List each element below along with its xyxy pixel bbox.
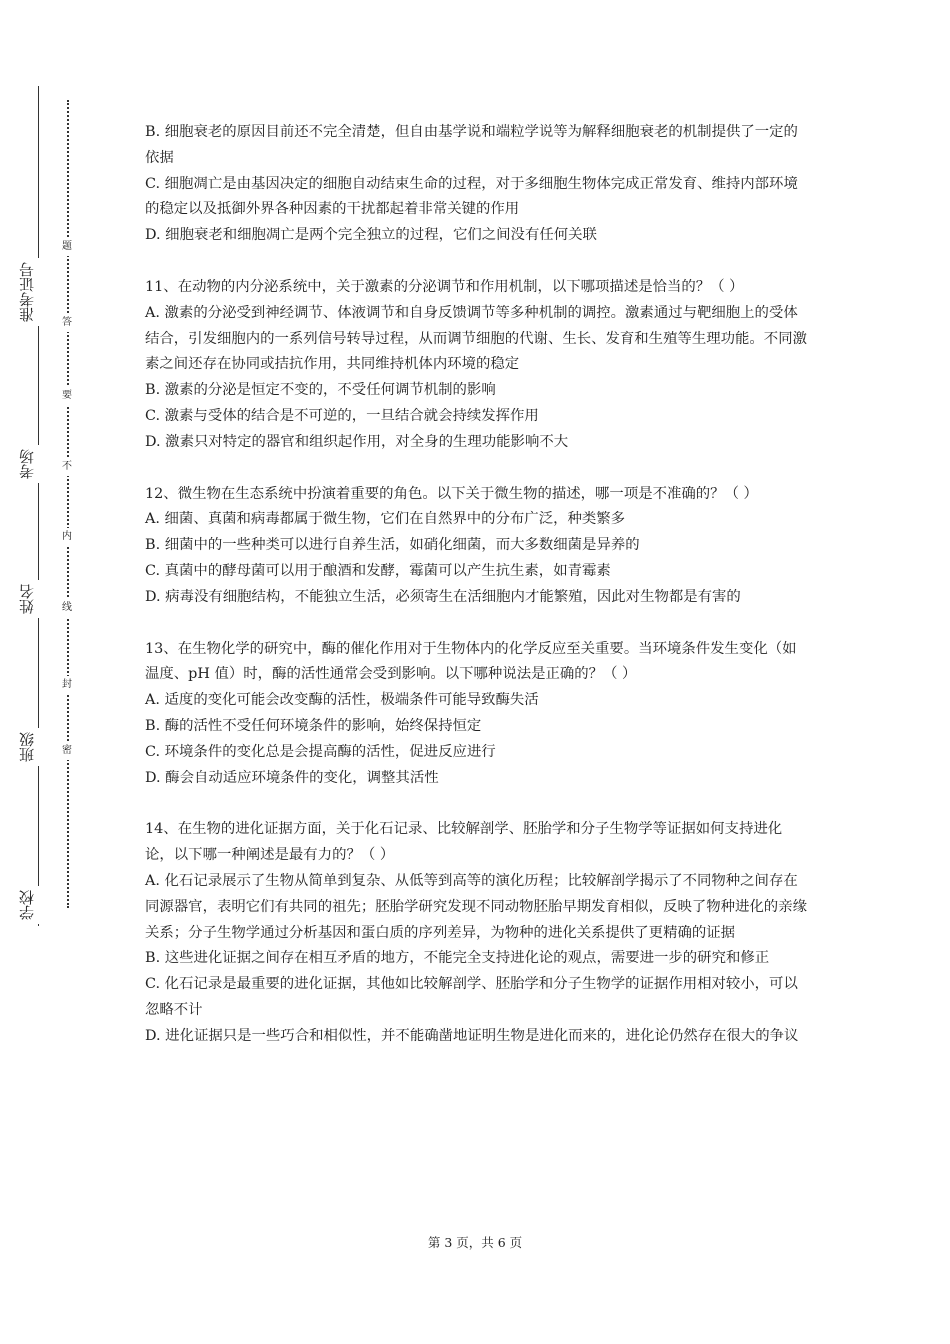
seal-char: 题 <box>57 238 77 256</box>
option-a: A. 化石记录展示了生物从简单到复杂、从低等到高等的演化历程；比较解剖学揭示了不同物种之间存在同源器官，表明它们有共同的祖先；胚胎学研究发现不同动物胚胎早期发育相似，反映了物种进化的亲缘关系；分子生物学通过分析基因和蛋白质的序列差异，为物种的进化关系提供了更精确的证据 <box>145 872 807 941</box>
exam-content <box>145 120 810 1050</box>
class-label: 班级 <box>18 728 58 766</box>
binding-solid-line <box>38 86 39 926</box>
question-10-continued <box>145 120 810 249</box>
exam-room-label: 考场 <box>18 445 58 483</box>
option-d: D. 病毒没有细胞结构，不能独立生活，必须寄生在活细胞内才能繁殖，因此对生物都是有害的 <box>145 588 741 605</box>
seal-char: 要 <box>57 387 77 405</box>
option-d: D. 进化证据只是一些巧合和相似性，并不能确凿地证明生物是进化而来的，进化论仍然存在很大的争议 <box>145 1027 799 1044</box>
seal-dotted-line <box>67 100 69 908</box>
option-b: B. 细菌中的一些种类可以进行自养生活，如硝化细菌，而大多数细菌是异养的 <box>145 537 640 554</box>
question-stem: 14、在生物的进化证据方面，关于化石记录、比较解剖学、胚胎学和分子生物学等证据如何支持进化论，以下哪一种阐述是最有力的？（ ） <box>145 821 783 864</box>
option-d: D. 酶会自动适应环境条件的变化，调整其活性 <box>145 769 439 786</box>
seal-char: 答 <box>57 314 77 332</box>
seal-char: 内 <box>57 528 77 546</box>
school-label: 学校 <box>18 886 58 924</box>
name-label: 姓名 <box>18 580 58 618</box>
question-stem: 12、微生物在生态系统中扮演着重要的角色。以下关于微生物的描述，哪一项是不准确的？（ ） <box>145 485 758 502</box>
question-11 <box>145 275 810 456</box>
option-c: C. 真菌中的酵母菌可以用于酿酒和发酵，霉菌可以产生抗生素，如青霉素 <box>145 562 611 579</box>
option-b: B. 酶的活性不受任何环境条件的影响，始终保持恒定 <box>145 717 482 734</box>
question-stem: 13、在生物化学的研究中，酶的催化作用对于生物体内的化学反应至关重要。当环境条件发生变化（如温度、pH 值）时，酶的活性通常会受到影响。以下哪种说法是正确的？（ ） <box>145 640 797 683</box>
page-footer: 第 3 页，共 6 页 <box>427 1235 523 1250</box>
seal-char: 封 <box>57 676 77 694</box>
option-c: C. 细胞凋亡是由基因决定的细胞自动结束生命的过程，对于多细胞生物体完成正常发育、维持内部环境的稳定以及抵御外界各种因素的干扰都起着非常关键的作用 <box>145 175 798 218</box>
question-stem: 11、在动物的内分泌系统中，关于激素的分泌调节和作用机制，以下哪项描述是恰当的？（ ） <box>145 278 744 295</box>
option-b: B. 细胞衰老的原因目前还不完全清楚，但自由基学说和端粒学说等为解释细胞衰老的机制提供了一定的依据 <box>145 124 798 166</box>
seal-char: 密 <box>57 742 77 760</box>
option-b: B. 激素的分泌是恒定不变的，不受任何调节机制的影响 <box>145 382 496 399</box>
question-13 <box>145 637 810 792</box>
option-a: A. 细菌、真菌和病毒都属于微生物，它们在自然界中的分布广泛，种类繁多 <box>145 511 626 528</box>
question-14 <box>145 817 810 1049</box>
option-b: B. 这些进化证据之间存在相互矛盾的地方，不能完全支持进化论的观点，需要进一步的研究和修正 <box>145 950 770 967</box>
option-c: C. 环境条件的变化总是会提高酶的活性，促进反应进行 <box>145 743 496 760</box>
option-a: A. 激素的分泌受到神经调节、体液调节和自身反馈调节等多种机制的调控。激素通过与靶细胞上的受体结合，引发细胞内的一系列信号转导过程，从而调节细胞的代谢、生长、发育和生殖等生理功能。不同激素之间还存在协同或拮抗作用，共同维持机体内环境的稳定 <box>145 304 807 373</box>
seal-char: 线 <box>57 599 77 617</box>
option-a: A. 适度的变化可能会改变酶的活性，极端条件可能导致酶失活 <box>145 692 539 709</box>
option-c: C. 化石记录是最重要的进化证据，其他如比较解剖学、胚胎学和分子生物学的证据作用相对较小，可以忽略不计 <box>145 976 798 1018</box>
question-12 <box>145 482 810 611</box>
exam-id-label: 准考证号 <box>18 258 58 326</box>
option-c: C. 激素与受体的结合是不可逆的，一旦结合就会持续发挥作用 <box>145 407 539 424</box>
option-d: D. 细胞衰老和细胞凋亡是两个完全独立的过程，它们之间没有任何关联 <box>145 227 597 244</box>
seal-char: 不 <box>57 458 77 476</box>
option-d: D. 激素只对特定的器官和组织起作用，对全身的生理功能影响不大 <box>145 433 569 450</box>
